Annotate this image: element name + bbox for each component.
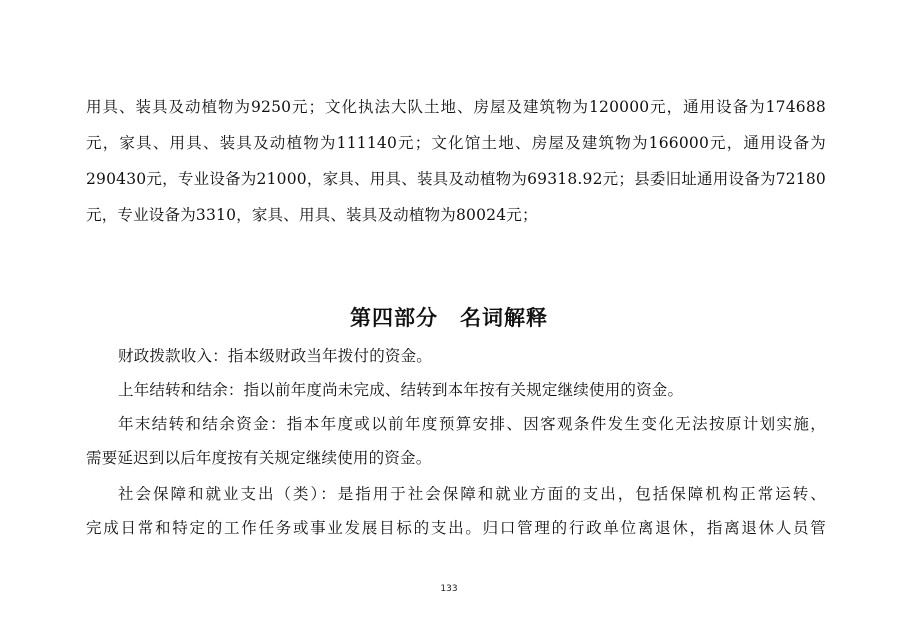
body-line-3: 290430元，专业设备为21000，家具、用具、装具及动植物为69318.92元；县委旧址通用设备为72180 — [86, 170, 826, 188]
definition-social-security-line1: 社会保障和就业支出（类）：是指用于社会保障和就业方面的支出，包括保障机构正常运转、 — [118, 485, 826, 503]
definition-prior-year-carryover: 上年结转和结余：指以前年度尚未完成、结转到本年按有关规定继续使用的资金。 — [118, 381, 684, 399]
page-number: 133 — [440, 584, 458, 594]
body-line-1: 用具、装具及动植物为9250元；文化执法大队土地、房屋及建筑物为120000元，通用设备为174688 — [86, 98, 826, 116]
definition-year-end-carryover-line2: 需要延迟到以后年度按有关规定继续使用的资金。 — [86, 449, 432, 467]
section-heading: 第四部分 名词解释 — [350, 306, 548, 330]
body-line-2: 元，家具、用具、装具及动植物为111140元；文化馆土地、房屋及建筑物为166000元，通用设备为 — [86, 134, 826, 152]
body-line-4: 元，专业设备为3310，家具、用具、装具及动植物为80024元； — [86, 206, 538, 224]
definition-social-security-line2: 完成日常和特定的工作任务或事业发展目标的支出。归口管理的行政单位离退休，指离退休人员管 — [86, 519, 826, 537]
definition-year-end-carryover-line1: 年末结转和结余资金：指本年度或以前年度预算安排、因客观条件发生变化无法按原计划实施， — [118, 415, 826, 433]
definition-fiscal-allocation: 财政拨款收入：指本级财政当年拨付的资金。 — [118, 347, 433, 365]
